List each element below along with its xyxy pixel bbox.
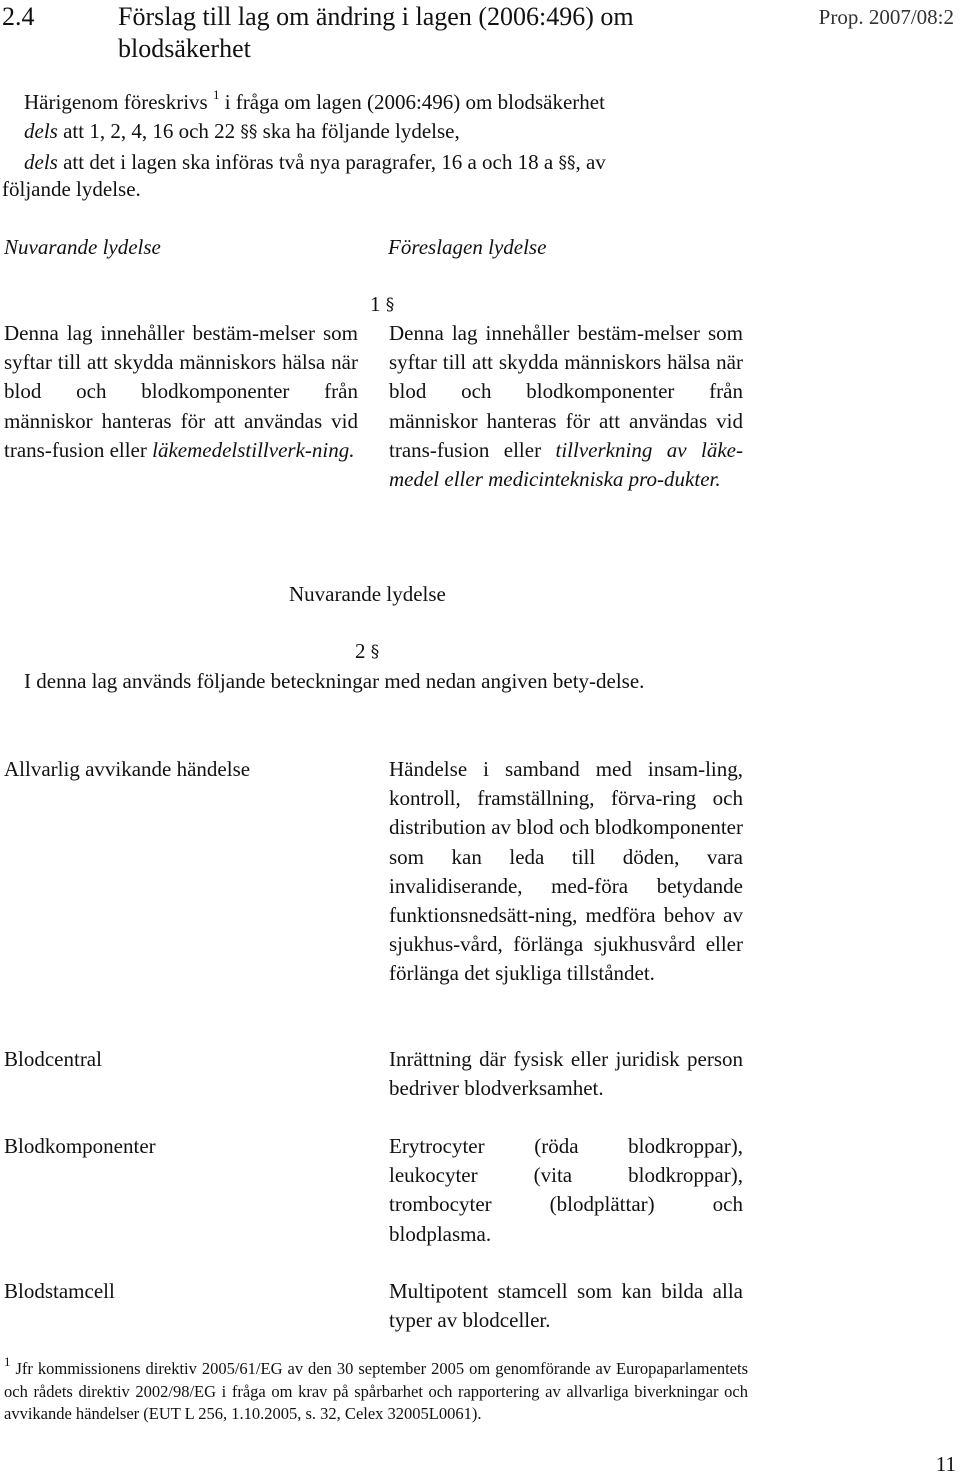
definition-term: Allvarlig avvikande händelse xyxy=(4,757,251,781)
intro-text: Härigenom föreskrivs xyxy=(24,90,208,114)
current-text-em: läkemedelstillverk-ning. xyxy=(152,437,355,462)
section2-heading: Nuvarande lydelse xyxy=(289,582,446,606)
footnote-ref[interactable]: 1 xyxy=(212,87,220,102)
paragraph-2-marker xyxy=(355,637,379,668)
intro-text: i fråga om lagen (2006:496) om blodsäkerhet xyxy=(219,90,605,114)
intro-text: , av xyxy=(575,150,606,174)
section2-intro: I denna lag används följande beteckningar med nedan angiven bety-delse. xyxy=(24,669,645,693)
definition-text: Inrättning där fysisk eller juridisk person bedriver blodverksamhet. xyxy=(389,1047,743,1101)
intro-text: att 1, 2, 4, 16 och 22 xyxy=(57,119,241,143)
intro-text: ska ha följande lydelse, xyxy=(257,119,460,143)
intro-line-1 xyxy=(24,88,754,117)
current-text: Denna lag innehåller bestäm-melser som syftar till att skydda människors hälsa när blod och blodkomponenter från människor hanteras för att användas vid trans-fusion eller xyxy=(4,321,358,462)
definition-term: Blodkomponenter xyxy=(4,1134,156,1158)
footnote-marker: 1 xyxy=(4,1353,11,1369)
footnote-text: Jfr kommissionens direktiv 2005/61/EG av den 30 september 2005 om genomförande av Europaparlamentets och rådets direktiv 2002/98/EG i fråga om krav på spårbarhet och rapportering av allvarliga biverkningar och avvikande händelser (EUT L 256, 1.10.2005, s. 32, Celex 32005L0061). xyxy=(4,1359,748,1423)
proposed-text-em: tillverkning av läke-medel eller medicintekniska pro-dukter. xyxy=(389,437,743,492)
intro-line-4: följande lydelse. xyxy=(2,177,141,201)
intro-em: dels xyxy=(24,150,58,174)
paragraph-1-marker xyxy=(370,290,394,321)
intro-text: att det i lagen ska införas två nya paragrafer, 16 a och 18 a xyxy=(57,150,559,174)
definition-text: Händelse i samband med insam-ling, kontroll, framställning, förva-ring och distribution av blod och blodkomponenter som kan leda till döden, vara invalidiserande, med-föra betydande funktionsnedsätt-ning, medföra behov av sjukhus-vård, förlänga sjukhusvård eller förlänga det sjukliga tillståndet. xyxy=(389,757,743,986)
section-title-line1: Förslag till lag om ändring i lagen (2006:496) om xyxy=(118,2,634,31)
definition-text: Multipotent stamcell som kan bilda alla typer av blodceller. xyxy=(389,1279,743,1333)
section-sign-icon: §§ xyxy=(240,122,258,142)
definition-text: Erytrocyter (röda blodkroppar), leukocyter (vita blodkroppar), trombocyter (blodplättar) och blodplasma. xyxy=(389,1134,743,1246)
proposed-version-heading: Föreslagen lydelse xyxy=(388,235,547,259)
intro-em: dels xyxy=(24,119,58,143)
current-version-heading: Nuvarande lydelse xyxy=(4,235,161,259)
paragraph-number: 1 xyxy=(370,292,381,316)
section-sign-icon: § xyxy=(385,295,395,315)
section-title xyxy=(118,1,758,65)
intro-paragraph xyxy=(24,88,754,179)
footnote xyxy=(4,1353,748,1426)
section-title-line2: blodsäkerhet xyxy=(118,34,251,63)
proposition-reference: Prop. 2007/08:2 xyxy=(818,5,954,29)
section-sign-icon: § xyxy=(370,642,380,662)
definition-term: Blodcentral xyxy=(4,1047,102,1071)
section-sign-icon: §§ xyxy=(558,153,576,173)
intro-line-2 xyxy=(24,117,754,148)
page-number: 11 xyxy=(935,1452,956,1476)
section-number: 2.4 xyxy=(2,2,35,31)
definition-term: Blodstamcell xyxy=(4,1279,115,1303)
current-version-text xyxy=(4,319,358,465)
paragraph-number: 2 xyxy=(355,639,366,663)
proposed-text: Denna lag innehåller bestäm-melser som syftar till att skydda människors hälsa när blod och blodkomponenter från människor hanteras för att användas vid trans-fusion eller xyxy=(389,321,743,462)
proposed-version-text xyxy=(389,319,743,494)
